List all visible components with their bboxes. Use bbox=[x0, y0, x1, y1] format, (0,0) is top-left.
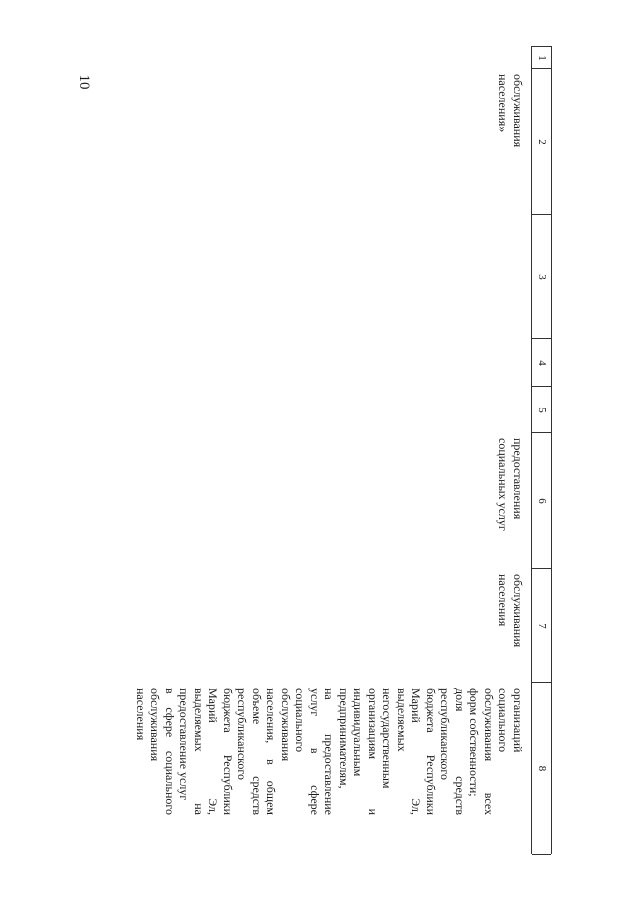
cell-col8-line: обслуживания всех bbox=[482, 688, 496, 815]
cell-col8-line: республиканского bbox=[235, 688, 250, 780]
table-header-row bbox=[531, 46, 552, 854]
cell-col8-line: форм собственности; bbox=[467, 688, 482, 797]
cell-col8-line: индивидуальным bbox=[351, 688, 366, 777]
cell-col8-line: организациям и bbox=[366, 688, 380, 815]
cell-col8-line: услуг в сфере bbox=[308, 688, 322, 815]
column-header-6: 6 bbox=[532, 432, 551, 569]
cell-col6-line: социальных услуг bbox=[496, 438, 511, 531]
cell-col8-line: населения, в общем bbox=[264, 688, 279, 815]
cell-col7 bbox=[496, 574, 525, 678]
cell-col8-line: обслуживания bbox=[279, 688, 293, 762]
cell-col7-line: обслуживания bbox=[511, 574, 525, 648]
cell-col8-line: организаций bbox=[511, 688, 525, 753]
column-header-5: 5 bbox=[532, 386, 551, 433]
page-number: 10 bbox=[76, 74, 92, 90]
cell-col8-line: Марий Эл, bbox=[409, 688, 424, 815]
cell-col8-line: выделяемых на bbox=[192, 688, 206, 815]
cell-col7-line: населения bbox=[496, 574, 511, 627]
column-header-7: 7 bbox=[532, 568, 551, 683]
column-header-8: 8 bbox=[532, 682, 551, 855]
cell-col8-line: Марий Эл, bbox=[206, 688, 221, 815]
cell-col8-line: обслуживания bbox=[148, 688, 163, 762]
cell-col8-line: в сфере социального bbox=[163, 688, 177, 815]
cell-col8-line: бюджета Республики bbox=[424, 688, 438, 815]
cell-col6 bbox=[496, 438, 525, 564]
cell-col8-line: бюджета Республики bbox=[221, 688, 235, 815]
cell-col8-line: доля средств bbox=[453, 688, 467, 815]
cell-col8-line: социального bbox=[293, 688, 308, 753]
cell-col8-line: республиканского bbox=[438, 688, 453, 780]
cell-col2-line: обслуживания bbox=[511, 74, 525, 148]
cell-col8-line: объеме средств bbox=[250, 688, 264, 815]
column-header-3: 3 bbox=[532, 214, 551, 339]
cell-col8-line: социального bbox=[496, 688, 511, 753]
column-header-2: 2 bbox=[532, 68, 551, 215]
column-header-1: 1 bbox=[532, 46, 551, 69]
column-header-4: 4 bbox=[532, 338, 551, 387]
cell-col6-line: предоставления bbox=[511, 438, 525, 520]
cell-col8-line: предпринимателям, bbox=[337, 688, 351, 789]
cell-col8-line: выделяемых bbox=[395, 688, 409, 752]
cell-col8-line: негосударственным bbox=[380, 688, 395, 789]
data-table bbox=[112, 46, 552, 854]
cell-col2-line: населения» bbox=[496, 74, 511, 133]
cell-col8-line: предоставление услуг bbox=[177, 688, 192, 801]
cell-col8-line: населения bbox=[134, 688, 148, 741]
cell-col8-line: на предоставление bbox=[322, 688, 337, 815]
cell-col2 bbox=[496, 74, 525, 208]
cell-col8 bbox=[134, 688, 526, 815]
